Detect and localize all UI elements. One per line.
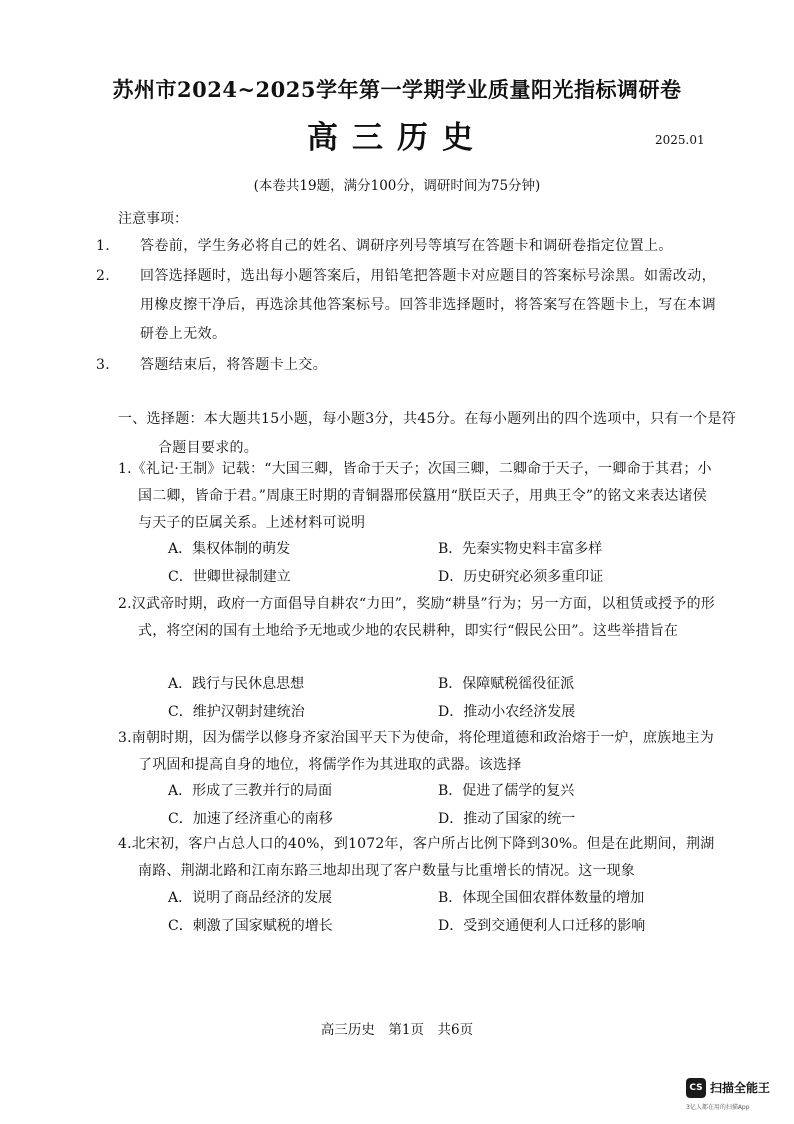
question-2-options [168, 673, 688, 729]
option-a: A．践行与民休息思想 [168, 676, 305, 692]
scanner-watermark [686, 1078, 786, 1118]
camscanner-logo-icon: CS [686, 1078, 706, 1098]
watermark-name: 扫描全能王 [710, 1081, 771, 1095]
option-d: D．受到交通便利人口迁移的影响 [438, 918, 646, 934]
page-footer: 高三历史 第1页 共6页 [320, 1022, 474, 1038]
option-a: A．集权体制的萌发 [168, 541, 291, 557]
subject-row [0, 112, 794, 156]
option-c: C．刺激了国家赋税的增长 [168, 918, 333, 934]
note-number: 2. [96, 268, 111, 284]
subject-title: 高三历史 [307, 120, 487, 156]
option-c: C．加速了经济重心的南移 [168, 811, 333, 827]
option-a: A．形成了三教并行的局面 [168, 783, 333, 799]
note-text: 答卷前，学生务必将自己的姓名、调研序列号等填写在答题卡和调研卷指定位置上。 [140, 238, 673, 254]
note-item-2 [96, 262, 720, 349]
question-1-options [168, 538, 688, 594]
section-heading: 一、选择题：本大题共15小题，每小题3分，共45分。在每小题列出的四个选项中，只有一个是符合题目要求的。 [118, 411, 737, 456]
question-2-stem: 2.汉武帝时期，政府一方面倡导自耕农“力田”，奖励“耕垦”行为；另一方面，以租赁或授予的形式，将空闲的国有土地给予无地或少地的农民耕种，即实行“假民公田”。这些举措旨在 [118, 596, 715, 639]
question-3-options [168, 780, 688, 836]
option-b: B．体现全国佃农群体数量的增加 [438, 890, 645, 906]
option-b: B．先秦实物史料丰富多样 [438, 541, 603, 557]
option-d: D．推动小农经济发展 [438, 704, 576, 720]
note-number: 3. [96, 357, 111, 373]
option-d: D．推动了国家的统一 [438, 811, 576, 827]
note-text: 答题结束后，将答题卡上交。 [140, 357, 328, 373]
option-c: C．维护汉朝封建统治 [168, 704, 305, 720]
option-a: A．说明了商品经济的发展 [168, 890, 333, 906]
question-4-stem: 4.北宋初，客户占总人口的40%，到1072年，客户所占比例下降到30%。但是在此期间，荆湖南路、荆湖北路和江南东路三地却出现了客户数量与比重增长的情况。这一现象 [118, 836, 715, 879]
option-d: D．历史研究必须多重印证 [438, 569, 604, 585]
option-c: C．世卿世禄制建立 [168, 569, 291, 585]
question-1-stem: 1.《礼记·王制》记载：“大国三卿，皆命于天子；次国三卿，二卿命于天子，一卿命于其君；小国二卿，皆命于君。”周康王时期的青铜器邢侯簋用“朕臣天子，用典王令”的铭文来表达诸侯与天子的臣属关系。上述材料可说明 [118, 461, 712, 531]
exam-date: 2025.01 [655, 133, 705, 147]
exam-title: 苏州市2024~2025学年第一学期学业质量阳光指标调研卷 [112, 77, 682, 102]
note-number: 1. [96, 238, 111, 254]
note-item-3 [96, 351, 720, 380]
notes-title: 注意事项： [118, 211, 188, 227]
watermark-tagline: 3亿人都在用的扫描App [686, 1104, 750, 1111]
option-b: B．保障赋税徭役征派 [438, 676, 575, 692]
exam-info: (本卷共19题，满分100分，调研时间为75分钟) [253, 178, 541, 194]
question-4-options [168, 887, 688, 943]
question-3-stem: 3.南朝时期，因为儒学以修身齐家治国平天下为使命，将伦理道德和政治熔于一炉，庶族地主为了巩固和提高自身的地位，将儒学作为其进取的武器。该选择 [118, 730, 714, 773]
option-b: B．促进了儒学的复兴 [438, 783, 575, 799]
note-text: 回答选择题时，选出每小题答案后，用铅笔把答题卡对应题目的答案标号涂黑。如需改动，用橡皮擦干净后，再选涂其他答案标号。回答非选择题时，将答案写在答题卡上，写在本调研卷上无效。 [140, 268, 716, 342]
note-item-1 [96, 232, 720, 261]
